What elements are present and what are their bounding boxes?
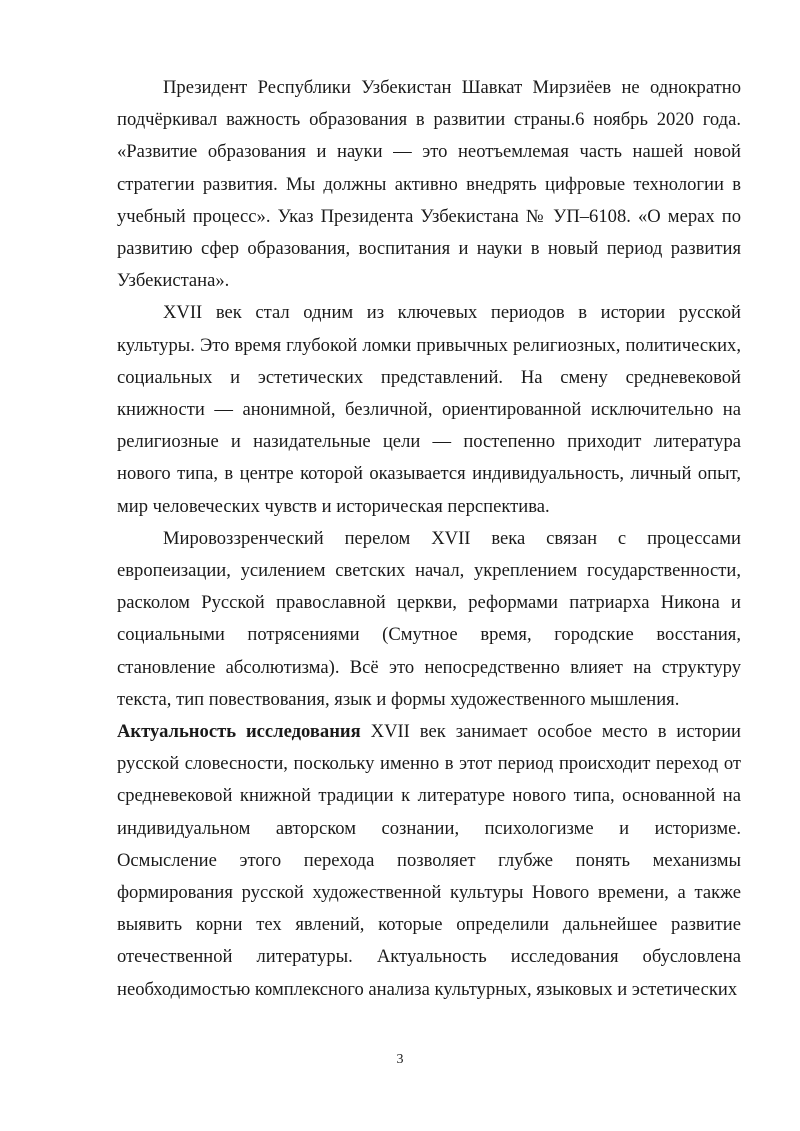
relevance-heading: Актуальность исследования — [117, 721, 361, 743]
paragraph-relevance — [117, 716, 741, 1006]
paragraph-worldview-shift — [117, 523, 741, 716]
paragraph-president-quote — [117, 72, 741, 297]
paragraph-text: Президент Республики Узбекистан Шавкат Мирзиёев не однократно подчёркивал важность образования в развитии страны.6 ноябрь 2020 года. «Развитие образования и науки — это неотъемлемая часть нашей новой стратегии развития. Мы должны активно внедрять цифровые технологии в учебный процесс». Указ Президента Узбекистана № УП–6108. «О мерах по развитию сфер образования, воспитания и науки в новый период развития Узбекистана». — [117, 77, 741, 292]
page-number: 3 — [396, 1052, 404, 1067]
paragraph-text: XVII век занимает особое место в истории русской словесности, поскольку именно в этот период происходит переход от средневековой книжной традиции к литературе нового типа, основанной на индивидуальном авторском сознании, психологизме и историзме. Осмысление этого перехода позволяет глубже понять механизмы формирования русской художественной культуры Нового времени, а также выявить корни тех явлений, которые определили дальнейшее развитие отечественной литературы. Актуальность исследования обусловлена необходимостью комплексного анализа культурных, языковых и эстетических — [117, 721, 742, 1000]
paragraph-xvii-century — [117, 297, 741, 522]
paragraph-text: Мировоззренческий перелом XVII века связан с процессами европеизации, усилением светских начал, укреплением государственности, расколом Русской православной церкви, реформами патриарха Никона и социальными потрясениями (Смутное время, городские восстания, становление абсолютизма). Всё это непосредственно влияет на структуру текста, тип повествования, язык и формы художественного мышления. — [117, 527, 741, 710]
paragraph-text: XVII век стал одним из ключевых периодов в истории русской культуры. Это время глубокой ломки привычных религиозных, политических, социальных и эстетических представлений. На смену средневековой книжности — анонимной, безличной, ориентированной исключительно на религиозные и назидательные цели — постепенно приходит литература нового типа, в центре которой оказывается индивидуальность, личный опыт, мир человеческих чувств и историческая перспектива. — [117, 302, 741, 517]
document-body — [117, 72, 741, 1006]
